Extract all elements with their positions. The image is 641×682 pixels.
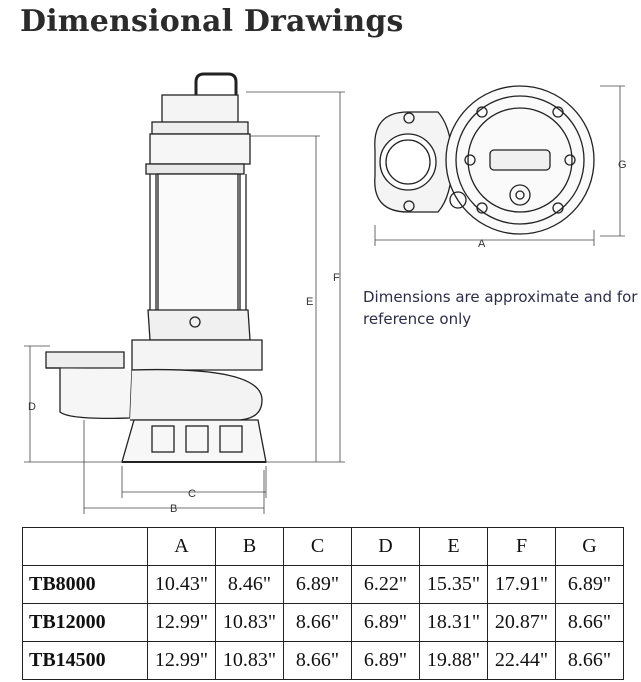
dim-label-g: G	[618, 159, 627, 171]
table-cell: 8.66"	[284, 604, 352, 642]
table-cell: 6.89"	[556, 566, 624, 604]
table-cell: 8.46"	[216, 566, 284, 604]
dimension-note: Dimensions are approximate and for reference only	[363, 288, 638, 328]
table-cell: 10.43"	[148, 566, 216, 604]
table-cell: 6.89"	[352, 642, 420, 680]
page-title: Dimensional Drawings	[20, 4, 404, 39]
dim-label-a: A	[478, 238, 486, 250]
model-name: TB12000	[23, 604, 148, 642]
table-header-d: D	[352, 528, 420, 566]
table-header-e: E	[420, 528, 488, 566]
table-cell: 8.66"	[556, 604, 624, 642]
model-name: TB14500	[23, 642, 148, 680]
table-cell: 20.87"	[488, 604, 556, 642]
table-cell: 22.44"	[488, 642, 556, 680]
table-cell: 8.66"	[284, 642, 352, 680]
table-cell: 6.22"	[352, 566, 420, 604]
dim-label-d: D	[28, 401, 36, 413]
table-row	[23, 604, 624, 642]
table-row	[23, 642, 624, 680]
table-cell: 10.83"	[216, 604, 284, 642]
table-row	[23, 566, 624, 604]
dim-label-c: C	[188, 488, 196, 500]
table-cell: 17.91"	[488, 566, 556, 604]
table-cell: 6.89"	[352, 604, 420, 642]
table-header-c: C	[284, 528, 352, 566]
table-header-b: B	[216, 528, 284, 566]
dimensions-table	[22, 527, 624, 680]
table-cell: 12.99"	[148, 604, 216, 642]
table-header-g: G	[556, 528, 624, 566]
table-header-f: F	[488, 528, 556, 566]
table-cell: 8.66"	[556, 642, 624, 680]
table-cell: 18.31"	[420, 604, 488, 642]
dim-label-e: E	[306, 296, 314, 308]
table-cell: 6.89"	[284, 566, 352, 604]
table-cell: 12.99"	[148, 642, 216, 680]
dim-label-f: F	[333, 272, 340, 284]
table-header-a: A	[148, 528, 216, 566]
table-cell: 10.83"	[216, 642, 284, 680]
dim-label-b: B	[170, 503, 178, 515]
table-cell: 15.35"	[420, 566, 488, 604]
table-cell: 19.88"	[420, 642, 488, 680]
table-header-model	[23, 528, 148, 566]
model-name: TB8000	[23, 566, 148, 604]
table-header-row	[23, 528, 624, 566]
